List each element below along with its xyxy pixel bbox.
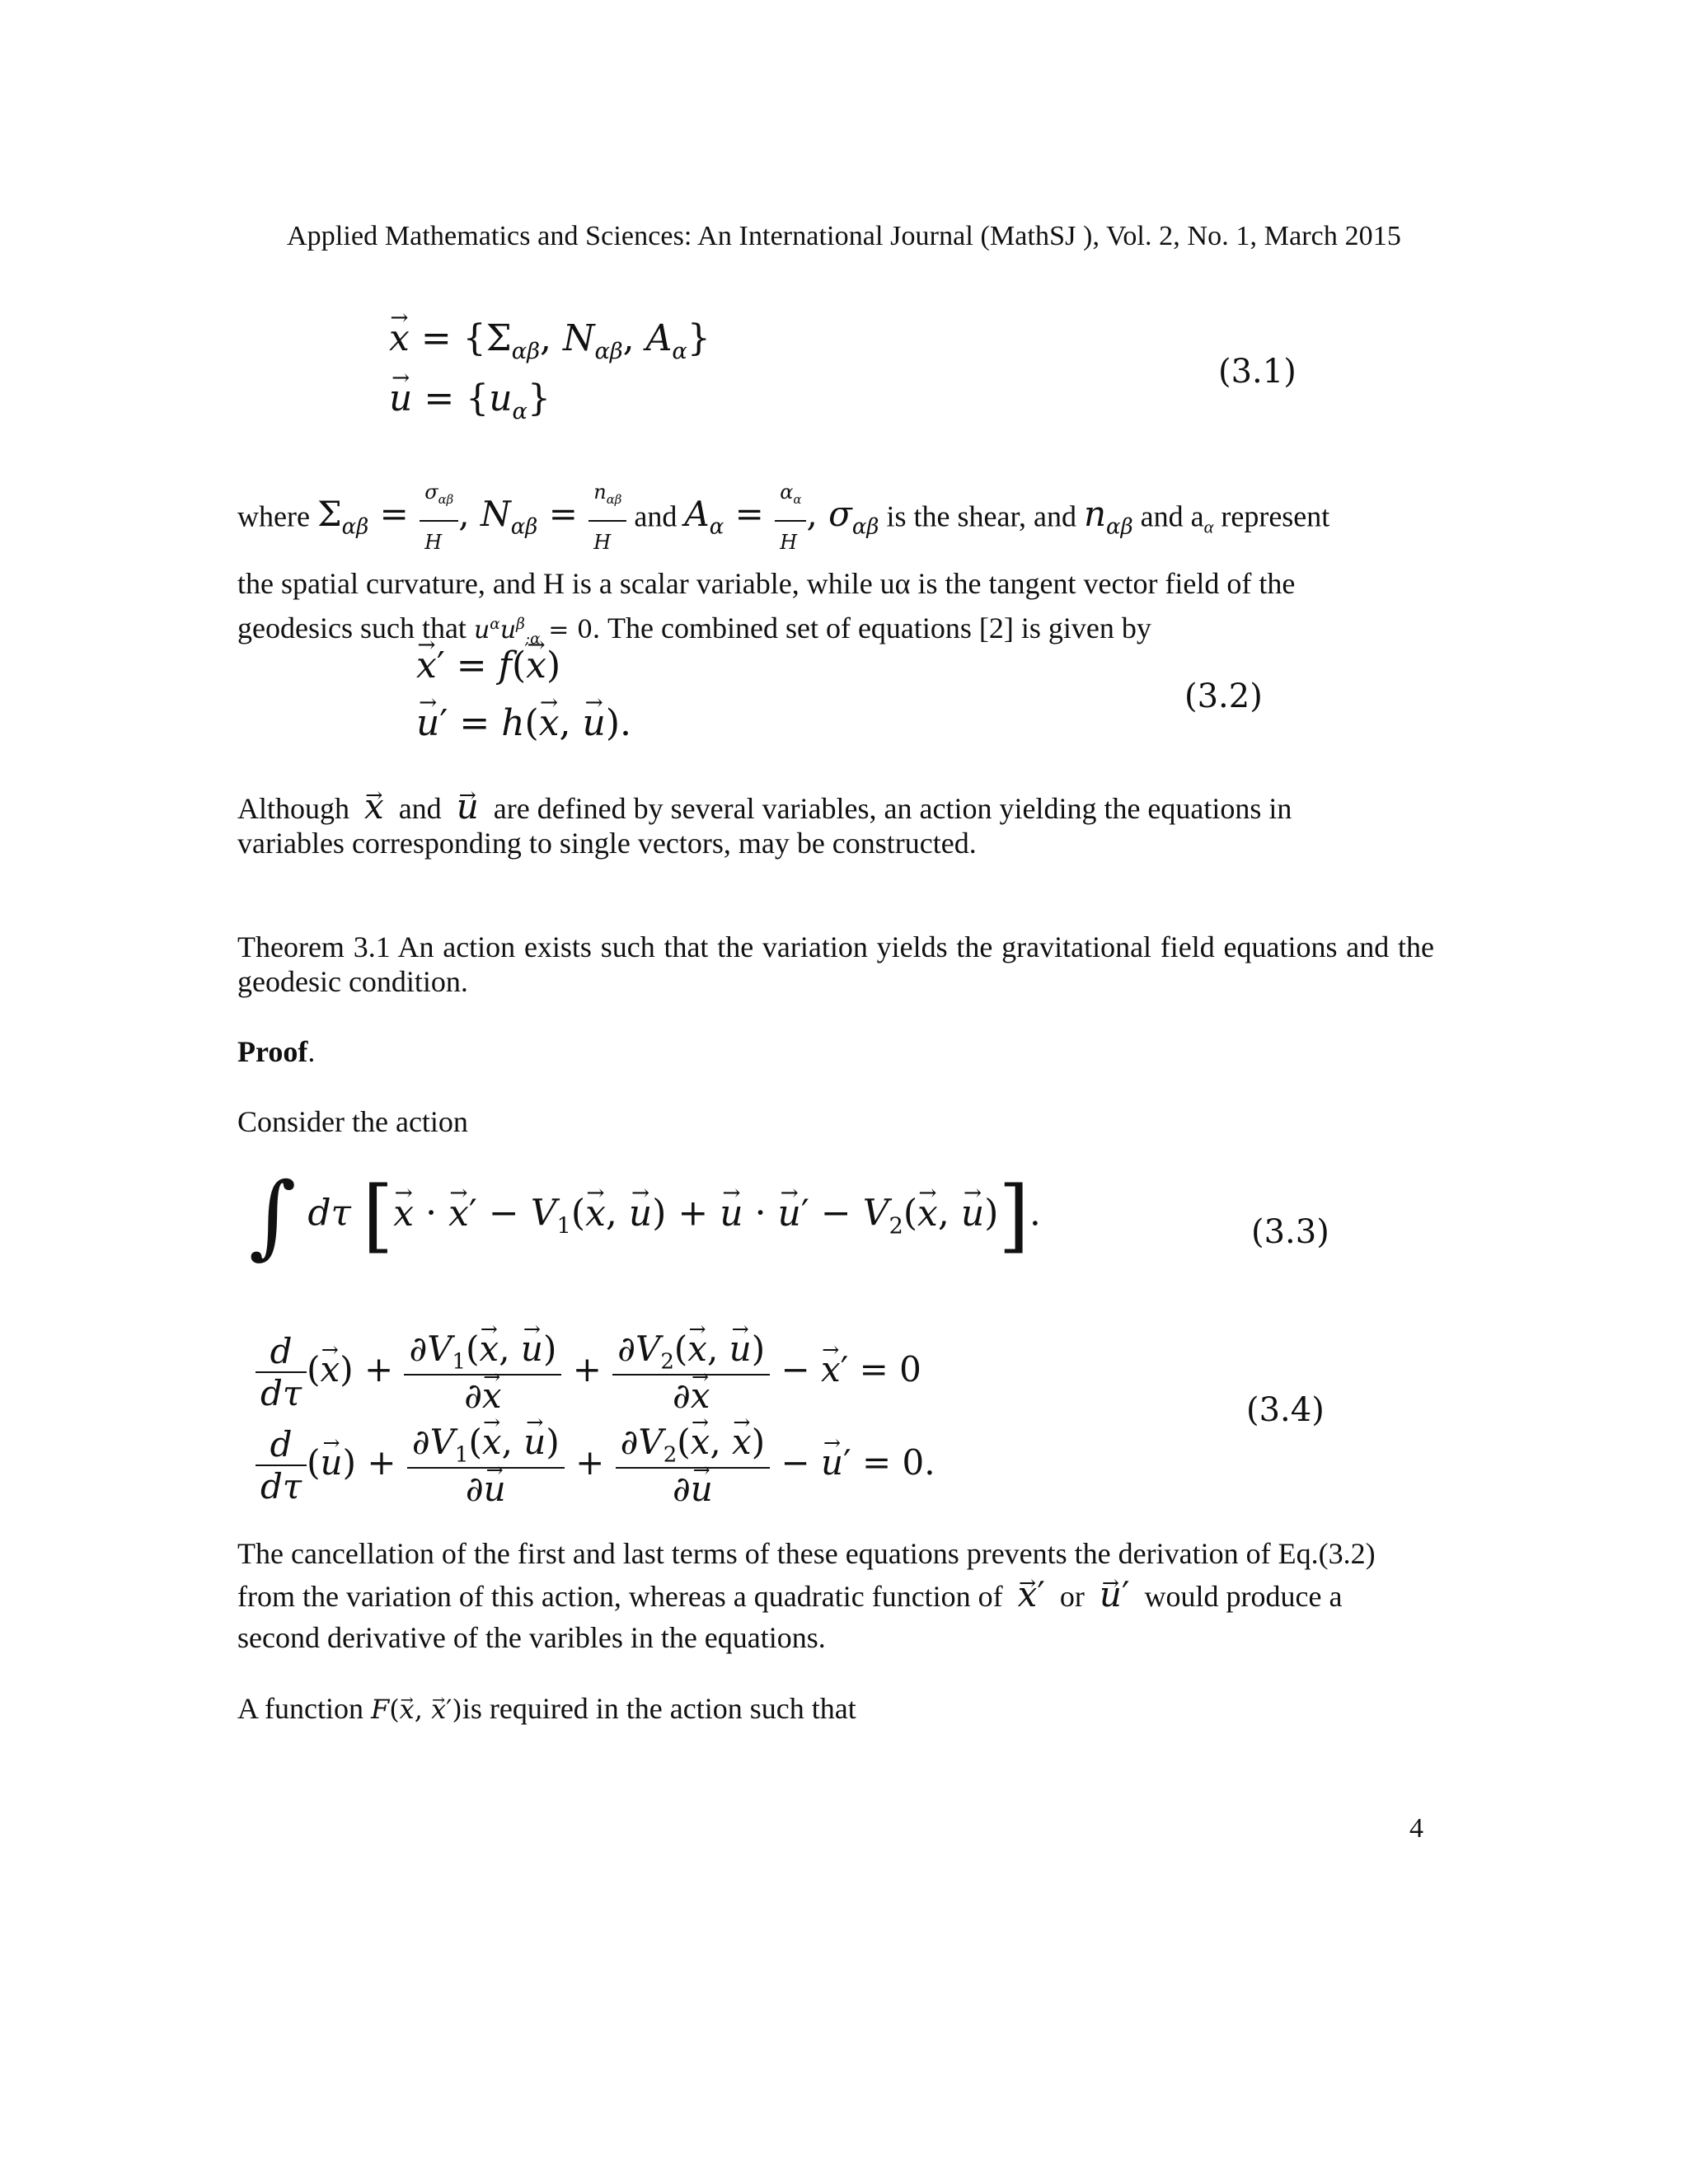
equation-3-4-line2: $\frac{d}{d\tau}$ (→ u) + $\frac{\partial V_1(\to x, \to u)}{\partial\to u}$ + $\frac{\partial V_2(\to x, \to x)}{\partial\to u}$ − → u′ = 0. (256, 1422, 935, 1509)
equation-3-3: ∫ dτ [→ x · → $x' - V_1(\to x$, → u) + → u · → $u' - V_2(\to x$, → u)]. (249, 1170, 1041, 1261)
u-vector-symbol: → u (457, 790, 479, 824)
equation-number-3-3: (3.3) (1251, 1213, 1329, 1251)
equation-number-3-1: (3.1) (1218, 353, 1296, 391)
page-number: 4 (1409, 1813, 1423, 1844)
equation-3-1-line1: → $x = \{\Sigma_{\alpha\beta}$, $N_{\alpha\beta}$, $A_\alpha$} (389, 317, 710, 364)
u-prime-symbol: → u (1100, 1574, 1122, 1615)
consider-text: Consider the action (237, 1105, 468, 1138)
although-paragraph: Although → x and → u are defined by several variables, an action yielding the equations in variables corresponding to single vectors, may be constructed. (237, 790, 1434, 860)
equation-3-2-line2: → u′ = h(→ x, → u). (416, 702, 631, 744)
x-vector-symbol: → x (364, 790, 384, 824)
equation-3-2-line1: → x′ = f(→ x) (416, 644, 560, 687)
equation-number-3-4: (3.4) (1246, 1391, 1325, 1429)
x-prime-symbol: → x (1018, 1574, 1038, 1615)
definitions-paragraph: where $\Sigma_{\alpha\beta}$ = $\frac{\sigma_{\alpha\beta}}{H}$ , $N_{\alpha\beta}$ = $\frac{n_{\alpha\beta}}{H}$ and $A_\alpha$ = $\frac{\alpha_\alpha}{H}$ , $\sigma_{\alpha\beta}$ is the shear, and $n_{\alpha\beta}$ and $a_\alpha$ represent the spatial curvature, and H is a scalar variable, while uα is the tangent vector field of the geodesics such that $u^\alpha u^\beta_{;\alpha} = 0$. The combined set of equations [2] is given by (237, 471, 1434, 660)
proof-label: Proof. (237, 1035, 316, 1068)
theorem-3-1: Theorem 3.1 An action exists such that the variation yields the gravitational field equations and the geodesic condition. (237, 930, 1434, 998)
equation-3-4-line1: $\frac{d}{d\tau}$ (→ x) + $\frac{\partial V_1(\to x, \to u)}{\partial\to x}$ + $\frac{\partial V_2(\to x, \to u)}{\partial\to x}$ − → x′ = 0 (256, 1329, 921, 1416)
cancellation-paragraph: The cancellation of the first and last terms of these equations prevents the derivation of Eq.(3.2) from the variation of this action, whereas a quadratic function of → x′ or → u′ would produce a second derivative of the varibles in the equations. (237, 1533, 1434, 1658)
equation-3-1-line2: → $u = \{u_\alpha\}$ (389, 377, 551, 424)
function-required-text: A function F(→ x, → x′)is required in the action such that (237, 1691, 1434, 1727)
running-header: Applied Mathematics and Sciences: An International Journal (MathSJ ), Vol. 2, No. 1, March 2015 (287, 221, 1401, 251)
equation-number-3-2: (3.2) (1184, 677, 1263, 715)
